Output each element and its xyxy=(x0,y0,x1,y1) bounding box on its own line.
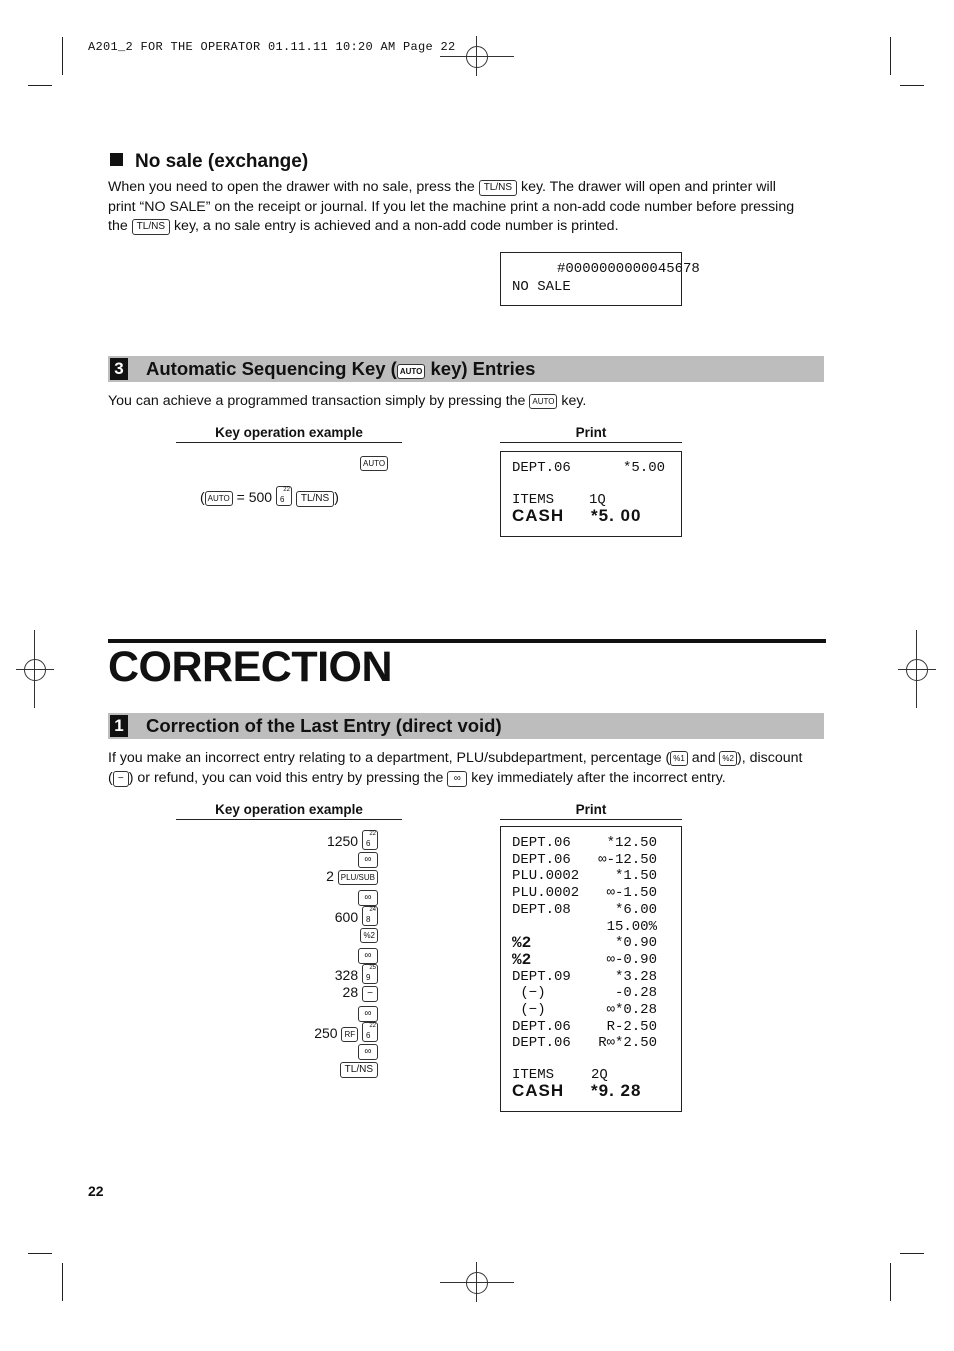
key-sequence xyxy=(176,828,378,1088)
void-key-icon: ∞ xyxy=(447,771,467,787)
tlns-key-icon: TL/NS xyxy=(479,180,517,196)
percent1-key-icon: %1 xyxy=(670,751,688,766)
auto-section-title xyxy=(146,359,535,379)
text: key immediately after the incorrect entry. xyxy=(467,769,726,786)
key-row xyxy=(326,868,378,885)
receipt-line: ∞-0.90 xyxy=(606,951,657,968)
receipt-line: *0.90 xyxy=(614,935,657,952)
dept-key-icon xyxy=(276,486,292,506)
crop-mark xyxy=(62,37,63,75)
receipt-line: CASH xyxy=(512,1081,565,1100)
minus-key-icon: − xyxy=(362,986,378,1002)
text: 8 xyxy=(366,915,371,924)
no-sale-heading xyxy=(110,151,308,173)
key-row xyxy=(358,850,378,868)
registration-mark xyxy=(476,1262,477,1302)
receipt-line: DEPT.06 xyxy=(512,835,571,851)
dept-key-icon xyxy=(362,906,378,926)
auto-key-icon: AUTO xyxy=(205,491,233,506)
correction-receipt xyxy=(500,826,682,1112)
receipt-line: DEPT.08 xyxy=(512,901,571,918)
receipt-line: ∞-12.50 xyxy=(598,851,657,868)
crop-mark xyxy=(900,1253,924,1254)
crop-mark xyxy=(900,85,924,86)
text: ), discount xyxy=(736,750,803,766)
receipt-line: -0.28 xyxy=(614,985,657,1002)
receipt-line: *3.28 xyxy=(614,968,657,985)
receipt-line: *9. 28 xyxy=(591,1081,642,1100)
receipt-line: *5. 00 xyxy=(591,506,642,525)
receipt-line: ITEMS xyxy=(512,1067,555,1083)
dept-key-icon xyxy=(362,964,378,984)
receipt-line: 2Q xyxy=(591,1067,608,1083)
minus-key-icon: − xyxy=(113,771,129,787)
text: Automatic Sequencing Key ( xyxy=(146,358,397,379)
no-sale-title: No sale (exchange) xyxy=(135,151,309,172)
auto-key-icon: AUTO xyxy=(397,364,426,379)
text: key. xyxy=(557,393,587,409)
refund-key-icon: RF xyxy=(341,1027,358,1042)
divider xyxy=(176,442,402,443)
correction-section-title: Correction of the Last Entry (direct void) xyxy=(146,715,502,736)
text: You can achieve a programmed transaction simply by pressing the xyxy=(108,393,530,409)
key-row xyxy=(358,888,378,906)
receipt-line: #0000000000045678 xyxy=(557,261,700,277)
crop-mark xyxy=(890,37,891,75)
text: ) or refund, you can void this entry by pressing the xyxy=(128,769,448,786)
receipt-line: R∞*2.50 xyxy=(598,1035,657,1052)
text: 328 xyxy=(334,967,359,983)
void-key-icon: ∞ xyxy=(358,1006,378,1022)
print-heading: Print xyxy=(575,802,607,817)
text: When you need to open the drawer with no sale, press the xyxy=(108,179,479,195)
auto-key-entry xyxy=(360,454,388,472)
text: print “NO SALE” on the receipt or journal. If you let the machine print a non-add code number before pressing xyxy=(108,198,795,215)
receipt-line: %2 xyxy=(512,934,532,953)
tlns-key-icon: TL/NS xyxy=(340,1062,378,1078)
section-number: 3 xyxy=(110,358,128,380)
text: 600 xyxy=(334,909,359,925)
key-row xyxy=(343,984,378,1002)
receipt-line: %2 xyxy=(512,950,532,969)
percent2-key-icon: %2 xyxy=(719,751,737,766)
text: If you make an incorrect entry relating to a department, PLU/subdepartment, percentage ( xyxy=(108,750,671,766)
receipt-line: *1.50 xyxy=(614,868,657,885)
text: ) xyxy=(334,489,339,505)
tlns-key-icon: TL/NS xyxy=(296,491,334,507)
receipt-line: 15.00% xyxy=(606,918,657,935)
percent2-key-icon: %2 xyxy=(360,928,378,943)
receipt-line: (−) xyxy=(512,985,546,1002)
receipt-line: DEPT.06 xyxy=(512,851,571,868)
correction-title xyxy=(108,643,392,691)
page-number: 22 xyxy=(88,1183,104,1199)
text: key, a no sale entry is achieved and a non-add code number is printed. xyxy=(170,218,619,234)
text: 28 xyxy=(342,984,359,1000)
auto-key-definition xyxy=(200,486,339,507)
void-key-icon: ∞ xyxy=(358,948,378,964)
text: 2 xyxy=(326,868,334,884)
text: key. The drawer will open and printer will xyxy=(517,179,776,195)
key-row xyxy=(358,1042,378,1060)
crop-mark xyxy=(62,1263,63,1301)
key-row xyxy=(314,1022,378,1042)
plu-sub-key-icon: PLU/SUB xyxy=(338,870,378,885)
registration-mark xyxy=(440,56,514,57)
receipt-line: DEPT.06 xyxy=(512,1018,571,1035)
auto-key-icon: AUTO xyxy=(360,456,388,471)
crop-mark xyxy=(890,1263,891,1301)
key-operation-heading: Key operation example xyxy=(215,425,363,440)
receipt-line: (−) xyxy=(512,1002,546,1018)
text: 24 xyxy=(369,907,376,913)
divider xyxy=(500,819,682,820)
key-row xyxy=(335,906,378,926)
divider xyxy=(500,442,682,443)
key-row xyxy=(340,1060,378,1078)
text: 6 xyxy=(366,1031,371,1040)
auto-section-bar xyxy=(108,356,824,382)
receipt-line: R-2.50 xyxy=(606,1018,657,1035)
registration-mark xyxy=(476,36,477,76)
divider xyxy=(176,819,402,820)
text: 25 xyxy=(369,965,376,971)
registration-mark xyxy=(898,669,936,670)
key-row xyxy=(358,1004,378,1022)
correction-section-bar xyxy=(108,713,824,739)
registration-mark xyxy=(906,659,928,681)
text: 22 xyxy=(283,487,290,493)
auto-key-icon: AUTO xyxy=(529,394,557,409)
auto-receipt xyxy=(500,451,682,537)
receipt-line: PLU.0002 xyxy=(512,885,580,902)
key-row xyxy=(327,830,378,850)
no-sale-receipt xyxy=(500,252,700,306)
receipt-line: *5.00 xyxy=(623,460,666,476)
receipt-line: ∞*0.28 xyxy=(606,1002,657,1018)
section-number: 1 xyxy=(110,715,128,737)
receipt-line: DEPT.06 xyxy=(512,460,571,476)
text: the xyxy=(108,218,132,234)
text: key) Entries xyxy=(425,358,536,379)
text: 6 xyxy=(279,495,285,504)
correction-body xyxy=(108,749,838,788)
receipt-line: PLU.0002 xyxy=(512,868,580,885)
print-header: A201_2 FOR THE OPERATOR 01.11.11 10:20 AM Page 22 xyxy=(88,40,456,54)
square-bullet-icon xyxy=(110,153,123,166)
receipt-line: ∞-1.50 xyxy=(606,885,657,902)
registration-mark xyxy=(440,1282,514,1283)
void-key-icon: ∞ xyxy=(358,852,378,868)
key-operation-heading: Key operation example xyxy=(215,802,363,817)
text: 22 xyxy=(369,831,376,837)
text: 9 xyxy=(366,973,371,982)
crop-mark xyxy=(28,85,52,86)
dept-key-icon xyxy=(362,830,378,850)
text: 6 xyxy=(366,839,371,848)
receipt-line: *6.00 xyxy=(614,901,657,918)
receipt-line: *12.50 xyxy=(606,835,657,851)
registration-mark xyxy=(466,46,488,68)
text: = 500 xyxy=(232,489,276,505)
registration-mark xyxy=(16,669,54,670)
registration-mark xyxy=(466,1272,488,1294)
receipt-line: CASH xyxy=(512,506,565,525)
receipt-line: NO SALE xyxy=(512,279,571,295)
void-key-icon: ∞ xyxy=(358,890,378,906)
text: 250 xyxy=(314,1025,338,1041)
text: and xyxy=(687,750,720,766)
key-row xyxy=(358,946,378,964)
registration-mark xyxy=(34,630,35,708)
registration-mark xyxy=(24,659,46,681)
receipt-line: ITEMS xyxy=(512,492,555,508)
text: 1250 xyxy=(326,833,359,849)
receipt-line: 1Q xyxy=(589,492,606,508)
crop-mark xyxy=(28,1253,52,1254)
print-heading: Print xyxy=(575,425,607,440)
receipt-line: DEPT.09 xyxy=(512,968,571,985)
auto-body xyxy=(108,392,586,412)
key-row xyxy=(360,926,378,943)
key-row xyxy=(335,964,378,984)
dept-key-icon xyxy=(362,1022,378,1042)
text: CORRECTION xyxy=(108,643,393,691)
receipt-line: DEPT.06 xyxy=(512,1035,571,1052)
void-key-icon: ∞ xyxy=(358,1044,378,1060)
text: 22 xyxy=(369,1023,376,1029)
registration-mark xyxy=(916,630,917,708)
text: ( xyxy=(200,489,205,505)
tlns-key-icon: TL/NS xyxy=(132,219,170,235)
text: ( xyxy=(108,769,113,786)
no-sale-body xyxy=(108,178,828,237)
